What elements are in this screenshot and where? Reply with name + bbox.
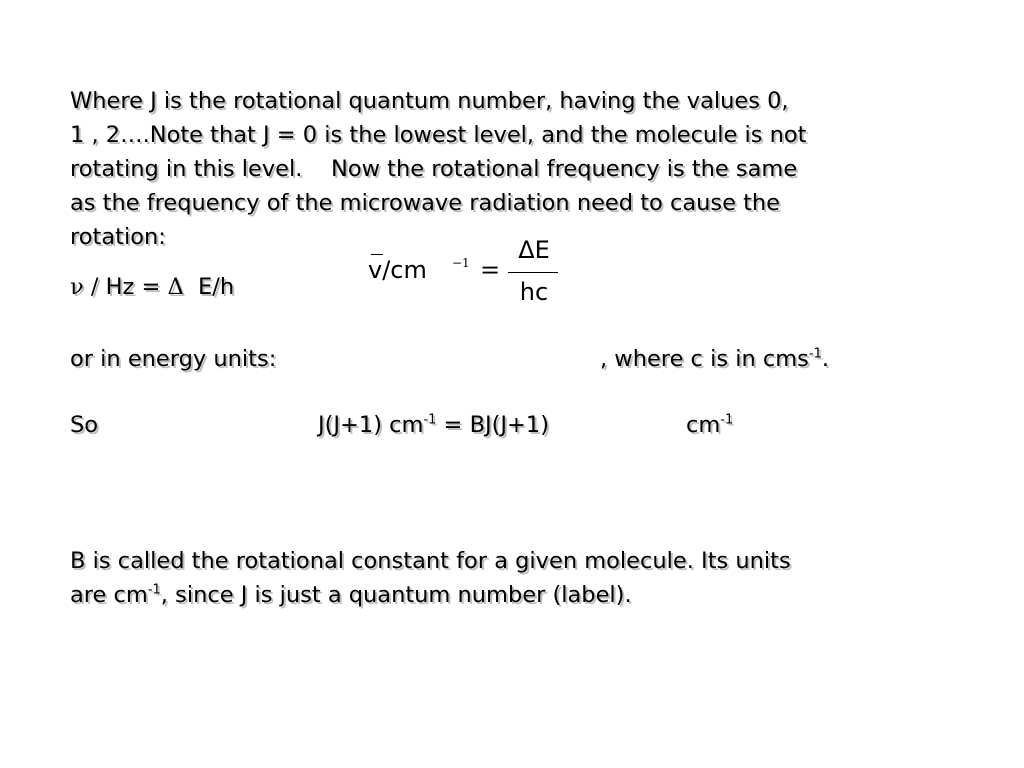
closing-exponent: -1 <box>147 582 161 598</box>
nu-symbol: ν <box>70 274 84 300</box>
so-unit-text: cm <box>686 412 721 438</box>
energy-units-label: or in energy units: <box>70 346 277 372</box>
so-expression <box>318 408 549 442</box>
energy-units-period: . <box>821 346 830 372</box>
so-unit <box>686 408 733 442</box>
closing-line-2 <box>70 578 791 612</box>
wavenumber-lhs: v/cm <box>368 256 427 284</box>
wavenumber-equation <box>368 236 568 308</box>
equals-sign: = <box>480 256 501 284</box>
fraction-bar <box>508 272 558 273</box>
energy-units-exponent: -1 <box>808 346 822 362</box>
closing-line-2-end: , since J is just a quantum number (label). <box>160 582 632 608</box>
fraction-numerator: ΔE <box>518 236 550 264</box>
so-exponent-1: -1 <box>423 412 437 428</box>
closing-paragraph <box>70 544 791 612</box>
so-exponent-2: -1 <box>720 412 734 428</box>
so-expr-part2: = BJ(J+1) <box>436 412 549 438</box>
energy-units-note <box>600 342 829 376</box>
nu-bar-overline <box>371 254 383 255</box>
closing-line-2-start: are cm <box>70 582 148 608</box>
wavenumber-exponent: −1 <box>452 256 470 270</box>
energy-units-note-text: , where c is in cms <box>600 346 809 372</box>
fraction-denominator: hc <box>519 278 549 306</box>
intro-line: Where J is the rotational quantum number, having the values 0, <box>70 88 789 114</box>
closing-line-1: B is called the rotational constant for a given molecule. Its units <box>70 548 791 574</box>
intro-line: rotation: <box>70 224 166 250</box>
so-expr-part1: J(J+1) cm <box>318 412 424 438</box>
frequency-eq-end: E/h <box>183 274 235 300</box>
so-label: So <box>70 412 99 438</box>
intro-line: rotating in this level. Now the rotational frequency is the same <box>70 156 798 182</box>
delta-symbol: Δ <box>167 274 184 300</box>
frequency-equation <box>70 270 234 304</box>
intro-line: as the frequency of the microwave radiation need to cause the <box>70 190 781 216</box>
intro-line: 1 , 2….Note that J = 0 is the lowest level, and the molecule is not <box>70 122 807 148</box>
intro-paragraph <box>70 84 806 254</box>
frequency-eq-middle: / Hz = <box>83 274 168 300</box>
